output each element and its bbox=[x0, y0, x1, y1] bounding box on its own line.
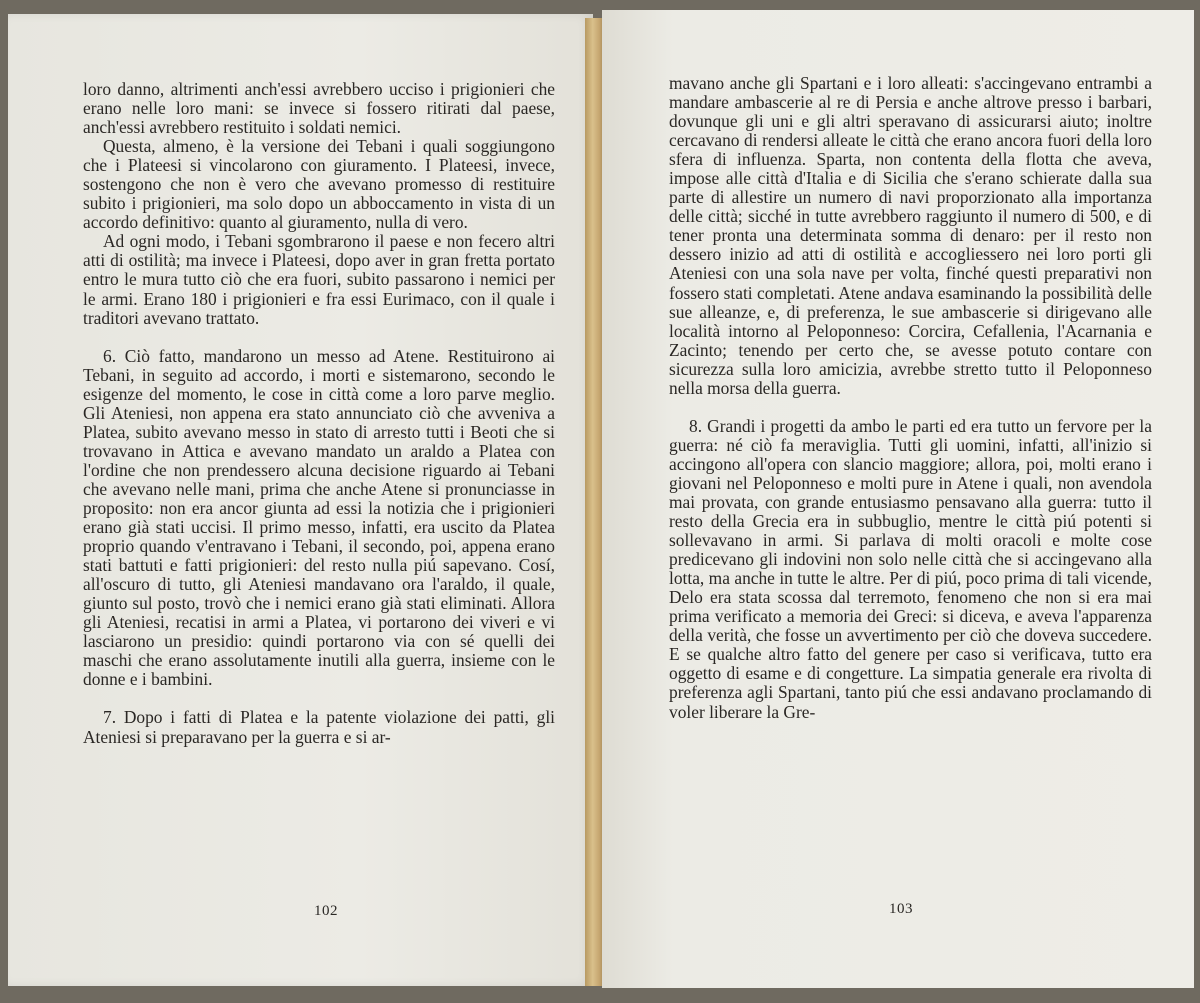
section-7-paragraph: 7. Dopo i fatti di Platea e la patente violazione dei patti, gli Ateniesi si preparavano per la guerra e si ar- bbox=[83, 707, 555, 747]
paragraph: Questa, almeno, è la versione dei Tebani i quali soggiungono che i Plateesi si vincolarono con giuramento. I Plateesi, invece, sostengono che non è vero che avevano promesso di restituire subito i prigionieri, ma solo dopo un abboccamento in vista di un accordo definitivo: quanto al giuramento, nulla di vero. bbox=[83, 136, 555, 233]
paragraph: Ad ogni modo, i Tebani sgombrarono il paese e non fecero altri atti di ostilità; ma invece i Plateesi, dopo aver in gran fretta portato entro le mura tutto ciò che era fuori, subito passarono i nemici per le armi. Erano 180 i prigionieri e fra essi Eurimaco, con il quale i traditori avevano trattato. bbox=[83, 231, 555, 328]
right-page-text bbox=[669, 74, 1152, 722]
left-page-text bbox=[83, 80, 555, 747]
section-8-paragraph: 8. Grandi i progetti da ambo le parti ed era tutto un fervore per la guerra: né ciò fa meraviglia. Tutti gli uomini, infatti, all'inizio si accingono all'opera con slancio maggiore; allora, poi, molti erano i giovani nel Peloponneso e molti pure in Atene i quali, non avendola mai provata, con grande entusiasmo pensavano alla guerra: tutto il resto della Grecia era in subbuglio, mentre le città piú potenti si sollevavano in armi. Si parlava di molti oracoli e molte cose predicevano gli indovini non solo nelle città che si accingevano alla lotta, ma anche in tutte le altre. Per di piú, poco prima di tali vicende, Delo era stata scossa dal terremoto, fenomeno che non si era mai prima verificato a memoria dei Greci: si diceva, e aveva l'apparenza della verità, che fosse un avvertimento per ciò che doveva succedere. E se qualche altro fatto del genere per caso si verificava, tutto era oggetto di esame e di congetture. La simpatia generale era rivolta di preferenza agli Spartani, tanto piú che essi andavano proclamando di voler liberare la Gre- bbox=[669, 415, 1152, 722]
page-number: 102 bbox=[314, 903, 338, 919]
left-page bbox=[8, 14, 593, 986]
paragraph: mavano anche gli Spartani e i loro alleati: s'accingevano entrambi a mandare ambascerie al re di Persia e anche altrove presso i barbari, dovunque gli uni e gli altri speravano di assicurarsi aiuto; inoltre cercavano di rendersi alleate le città che erano ancora fuori della loro sfera di influenza. Sparta, non contenta della flotta che aveva, impose alle città d'Italia e di Sicilia che s'erano schierate dalla sua parte di allestire un numero di navi proporzionato alla importanza delle città; sicché in tutte avrebbero raggiunto il numero di 500, e di tener pronta una determinata somma di denaro: per il resto non dessero inizio ad atti di ostilità e accogliessero nei loro porti gli Ateniesi con una sola nave per volta, finché questi preparativi non fossero stati completati. Atene andava esaminando la possibilità delle sue alleanze, e, di preferenza, le sue ambascerie si dirigevano alle località intorno al Peloponneso: Corcira, Cefallenia, l'Acarnania e Zacinto; tenendo per certo che, se avesse potuto contare con sicurezza sulla loro amicizia, avrebbe stretto tutto il Peloponneso nella morsa della guerra. bbox=[669, 73, 1152, 398]
page-number: 103 bbox=[889, 901, 913, 917]
section-6-paragraph: 6. Ciò fatto, mandarono un messo ad Atene. Restituirono ai Tebani, in seguito ad accordo, i morti e sistemarono, secondo le esigenze del momento, le cose in città come a loro parve meglio. Gli Ateniesi, non appena era stato annunciato ciò che avveniva a Platea, subito avevano messo in stato di arresto tutti i Beoti che si trovavano in Attica e avevano mandato un araldo a Platea con l'ordine che non prendessero alcuna decisione riguardo ai Tebani che avevano nelle mani, prima che anche Atene si pronunciasse in proposito: non era ancor giunta ad essi la notizia che i prigionieri erano già stati uccisi. Il primo messo, infatti, era uscito da Platea proprio quando v'entravano i Tebani, il secondo, poi, appena erano stati battuti e fatti prigionieri: del resto nulla piú sapevano. Cosí, all'oscuro di tutto, gli Ateniesi mandavano ora l'araldo, il quale, giunto sul posto, trovò che i nemici erano già stati eliminati. Allora gli Ateniesi, recatisi in armi a Platea, vi portarono dei viveri e vi lasciarono un presidio: quindi portarono via con sé quelli dei maschi che erano assolutamente inutili alla guerra, insieme con le donne e i bambini. bbox=[83, 345, 555, 690]
paragraph: loro danno, altrimenti anch'essi avrebbero ucciso i prigionieri che erano nelle loro mani: se invece si fossero ritirati dal paese, anch'essi avrebbero restituito i soldati nemici. bbox=[83, 79, 555, 138]
right-page bbox=[602, 10, 1194, 988]
